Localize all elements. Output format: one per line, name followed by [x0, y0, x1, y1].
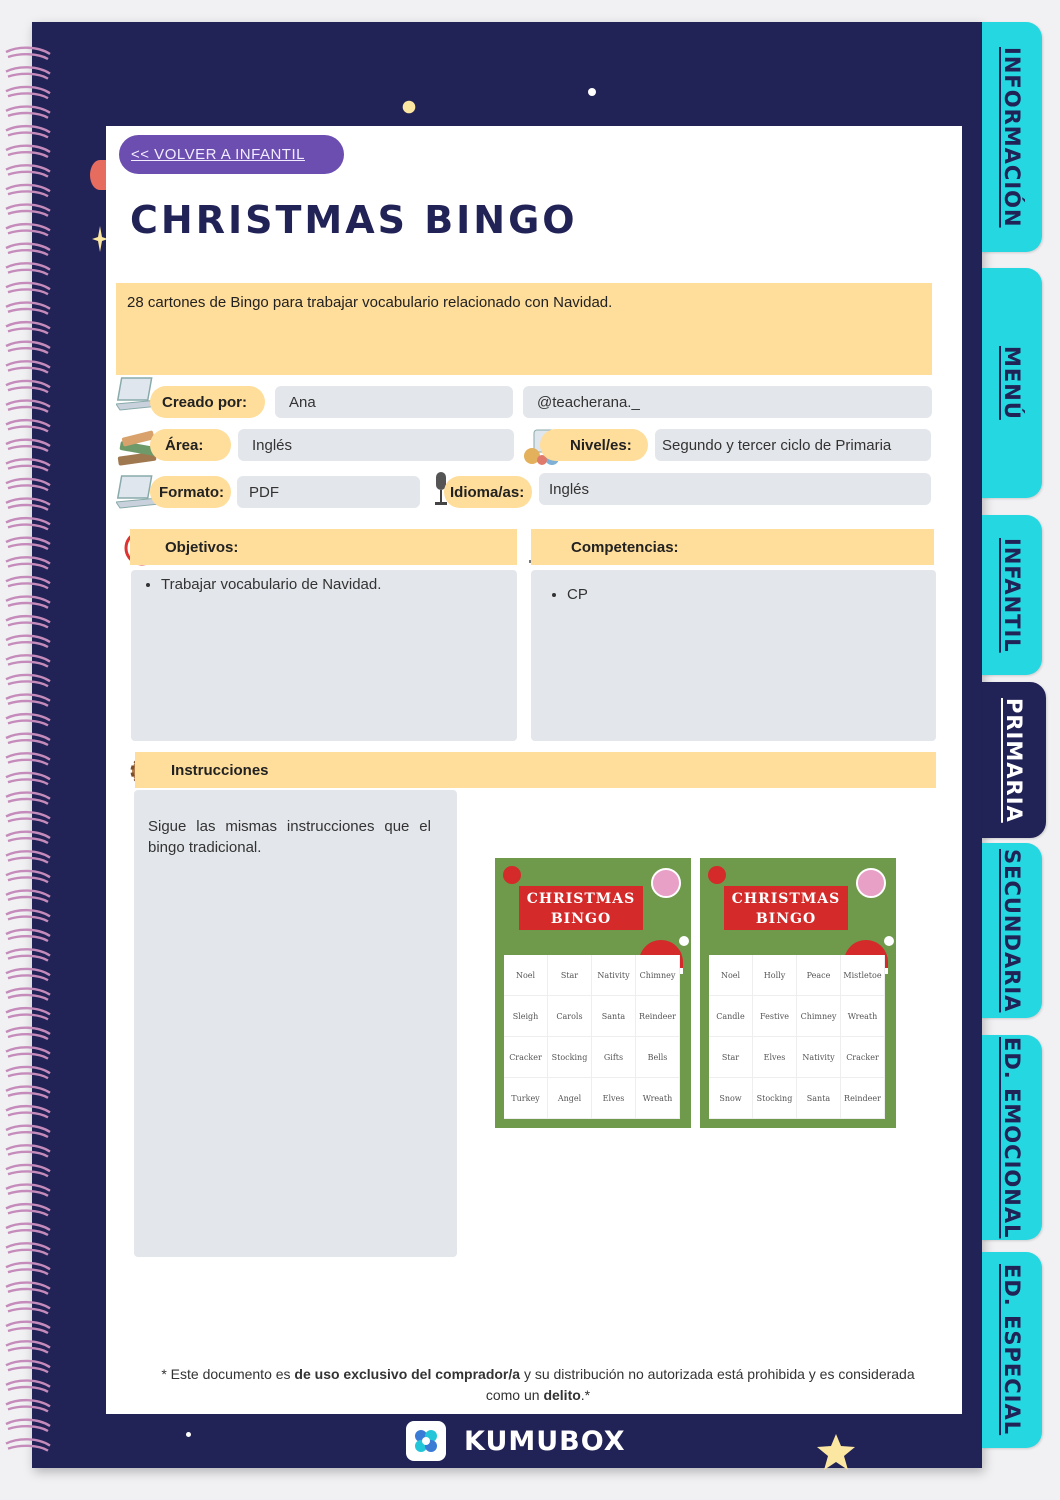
spiral-coil [6, 734, 50, 745]
spiral-coil [6, 1283, 50, 1294]
objectives-body [131, 570, 517, 741]
bingo-cell: Bells [636, 1037, 680, 1078]
spiral-coil [6, 557, 50, 568]
spiral-coil [6, 1243, 50, 1254]
spiral-coil [6, 401, 50, 412]
spiral-coil [6, 597, 50, 608]
spiral-coil [6, 146, 50, 157]
bingo-card-preview [700, 858, 896, 1128]
spiral-coil [6, 1322, 50, 1333]
bingo-cell: Angel [548, 1078, 592, 1119]
spiral-coil [6, 361, 50, 372]
bingo-cell: Holly [753, 955, 797, 996]
spiral-coil [6, 793, 50, 804]
bingo-cell: Candle [709, 996, 753, 1037]
spiral-coil [6, 518, 50, 529]
spiral-coil [6, 1400, 50, 1411]
spiral-coil [6, 381, 50, 392]
spiral-coil [6, 538, 50, 549]
bingo-cell: Chimney [797, 996, 841, 1037]
author-label: Creado por: [150, 386, 265, 418]
bingo-grid [504, 955, 680, 1119]
tab-label: INFORMACIÓN [1000, 46, 1024, 228]
spiral-coil [6, 1185, 50, 1196]
tab-primaria[interactable] [982, 682, 1046, 838]
spiral-coil [6, 283, 50, 294]
tab-infantil[interactable] [982, 515, 1042, 675]
bingo-cell: Reindeer [841, 1078, 885, 1119]
bingo-cell: Star [709, 1037, 753, 1078]
spiral-coil [6, 1341, 50, 1352]
decor-ornament [856, 868, 886, 898]
bingo-cell: Nativity [592, 955, 636, 996]
spiral-coil [6, 695, 50, 706]
spiral-coil [6, 871, 50, 882]
spiral-coil [6, 1165, 50, 1176]
decor-ornament [708, 866, 726, 884]
competencies-heading: Competencias: [531, 529, 934, 565]
spiral-coil [6, 107, 50, 118]
spiral-coil [6, 1361, 50, 1372]
bingo-cell: Reindeer [636, 996, 680, 1037]
usage-footnote: * Este documento es de uso exclusivo del comprador/a y su distribución no autorizada está prohibida y es considerada como un delito.* [161, 1366, 915, 1403]
spiral-coil [6, 851, 50, 862]
spiral-coil [6, 263, 50, 274]
back-to-infantil-button[interactable] [119, 135, 344, 174]
spiral-coil [6, 420, 50, 431]
bingo-card-preview [495, 858, 691, 1128]
spiral-coil [6, 891, 50, 902]
bingo-cell: Wreath [636, 1078, 680, 1119]
spiral-coil [6, 636, 50, 647]
spiral-coil [6, 1008, 50, 1019]
spiral-coil [6, 1047, 50, 1058]
bingo-cell: Carols [548, 996, 592, 1037]
objective-item: • Trabajar vocabulario de Navidad. [161, 576, 505, 593]
area-field: Inglés [238, 429, 514, 461]
bingo-cell: Festive [753, 996, 797, 1037]
tab-label: PRIMARIA [1002, 697, 1026, 823]
description-box: 28 cartones de Bingo para trabajar vocabulario relacionado con Navidad. [116, 283, 932, 375]
bingo-cell: Noel [504, 955, 548, 996]
card-banner: CHRISTMAS BINGO [724, 886, 848, 930]
spiral-coil [6, 1028, 50, 1039]
spiral-coil [6, 48, 50, 59]
bingo-cell: Snow [709, 1078, 753, 1119]
page-title: CHRISTMAS BINGO [130, 198, 578, 242]
bingo-cell: Gifts [592, 1037, 636, 1078]
spiral-coil [6, 832, 50, 843]
language-field: Inglés [539, 473, 931, 505]
sparkle-icon [400, 98, 418, 116]
instructions-heading: Instrucciones [135, 752, 936, 788]
tab-label: MENÚ [1000, 346, 1024, 420]
spiral-coil [6, 479, 50, 490]
spiral-coil [6, 342, 50, 353]
spiral-coil [6, 185, 50, 196]
format-field: PDF [237, 476, 420, 508]
tab-ed-emocional[interactable] [982, 1035, 1042, 1240]
bingo-cell: Peace [797, 955, 841, 996]
spiral-coil [6, 126, 50, 137]
bingo-cell: Turkey [504, 1078, 548, 1119]
spiral-coil [6, 205, 50, 216]
spiral-coil [6, 1145, 50, 1156]
decor-ornament [503, 866, 521, 884]
bingo-cell: Elves [753, 1037, 797, 1078]
bingo-cell: Santa [592, 996, 636, 1037]
spiral-coil [6, 1087, 50, 1098]
spiral-coil [6, 322, 50, 333]
spiral-coil [6, 714, 50, 725]
bingo-cell: Chimney [636, 955, 680, 996]
spiral-coil [6, 753, 50, 764]
spiral-coil [6, 655, 50, 666]
spiral-coil [6, 1302, 50, 1313]
brand-name: KUMUBOX [464, 1425, 626, 1457]
bingo-cell: Mistletoe [841, 955, 885, 996]
kumubox-logo-icon [406, 1421, 446, 1461]
spiral-coil [6, 930, 50, 941]
spiral-coil [6, 1381, 50, 1392]
spiral-coil [6, 812, 50, 823]
spiral-coil [6, 67, 50, 78]
bingo-cell: Wreath [841, 996, 885, 1037]
spiral-coil [6, 1204, 50, 1215]
format-label: Formato: [150, 476, 231, 508]
spiral-coil [6, 224, 50, 235]
spiral-coil [6, 440, 50, 451]
competency-item: • CP [567, 586, 918, 603]
tab-label: ED. EMOCIONAL [1000, 1036, 1024, 1239]
level-label: Nivel/es: [540, 429, 648, 461]
tab-secundaria[interactable] [982, 843, 1042, 1018]
spiral-coil [6, 1126, 50, 1137]
bingo-cell: Elves [592, 1078, 636, 1119]
tab-label: SECUNDARIA [1000, 848, 1024, 1013]
author-field: Ana [275, 386, 513, 418]
spiral-coil [6, 989, 50, 1000]
bingo-cell: Nativity [797, 1037, 841, 1078]
back-button-label: << VOLVER A INFANTIL [131, 146, 305, 163]
language-label: Idioma/as: [444, 476, 532, 508]
brand-footer [406, 1420, 626, 1462]
tab-informacion[interactable] [982, 22, 1042, 252]
star-dot [588, 88, 596, 96]
spiral-coil [6, 1224, 50, 1235]
spiral-coil [6, 1263, 50, 1274]
star-dot [186, 1432, 191, 1437]
bingo-grid [709, 955, 885, 1119]
spiral-coil [6, 87, 50, 98]
bingo-cell: Cracker [504, 1037, 548, 1078]
spiral-coil [6, 303, 50, 314]
spiral-coil [6, 1439, 50, 1450]
instructions-body: Sigue las mismas instrucciones que el bingo tradicional. [134, 790, 457, 1257]
spiral-coil [6, 459, 50, 470]
bingo-cell: Noel [709, 955, 753, 996]
spiral-coil [6, 949, 50, 960]
tab-label: ED. ESPECIAL [1000, 1264, 1024, 1436]
decor-ornament [651, 868, 681, 898]
card-banner: CHRISTMAS BINGO [519, 886, 643, 930]
spiral-coil [6, 773, 50, 784]
spiral-coil [6, 969, 50, 980]
spiral-coil [6, 1067, 50, 1078]
tab-label: INFANTIL [1000, 537, 1024, 653]
bingo-cell: Stocking [753, 1078, 797, 1119]
star-icon [816, 1434, 856, 1470]
level-field: Segundo y tercer ciclo de Primaria [655, 429, 931, 461]
objectives-heading: Objetivos: [130, 529, 517, 565]
spiral-coil [6, 499, 50, 510]
bingo-cell: Cracker [841, 1037, 885, 1078]
spiral-coil [6, 244, 50, 255]
spiral-coil [6, 165, 50, 176]
spiral-coil [6, 616, 50, 627]
spiral-coil [6, 577, 50, 588]
competencies-body [531, 570, 936, 741]
tab-ed-especial[interactable] [982, 1252, 1042, 1448]
bingo-cell: Sleigh [504, 996, 548, 1037]
bingo-cell: Star [548, 955, 592, 996]
spiral-coil [6, 910, 50, 921]
tab-menu[interactable] [982, 268, 1042, 498]
spiral-coil [6, 1420, 50, 1431]
spiral-binding [4, 44, 52, 1464]
spiral-coil [6, 675, 50, 686]
spiral-coil [6, 1106, 50, 1117]
area-label: Área: [150, 429, 231, 461]
bingo-cell: Santa [797, 1078, 841, 1119]
bingo-cell: Stocking [548, 1037, 592, 1078]
author-handle-field: @teacherana._ [523, 386, 932, 418]
